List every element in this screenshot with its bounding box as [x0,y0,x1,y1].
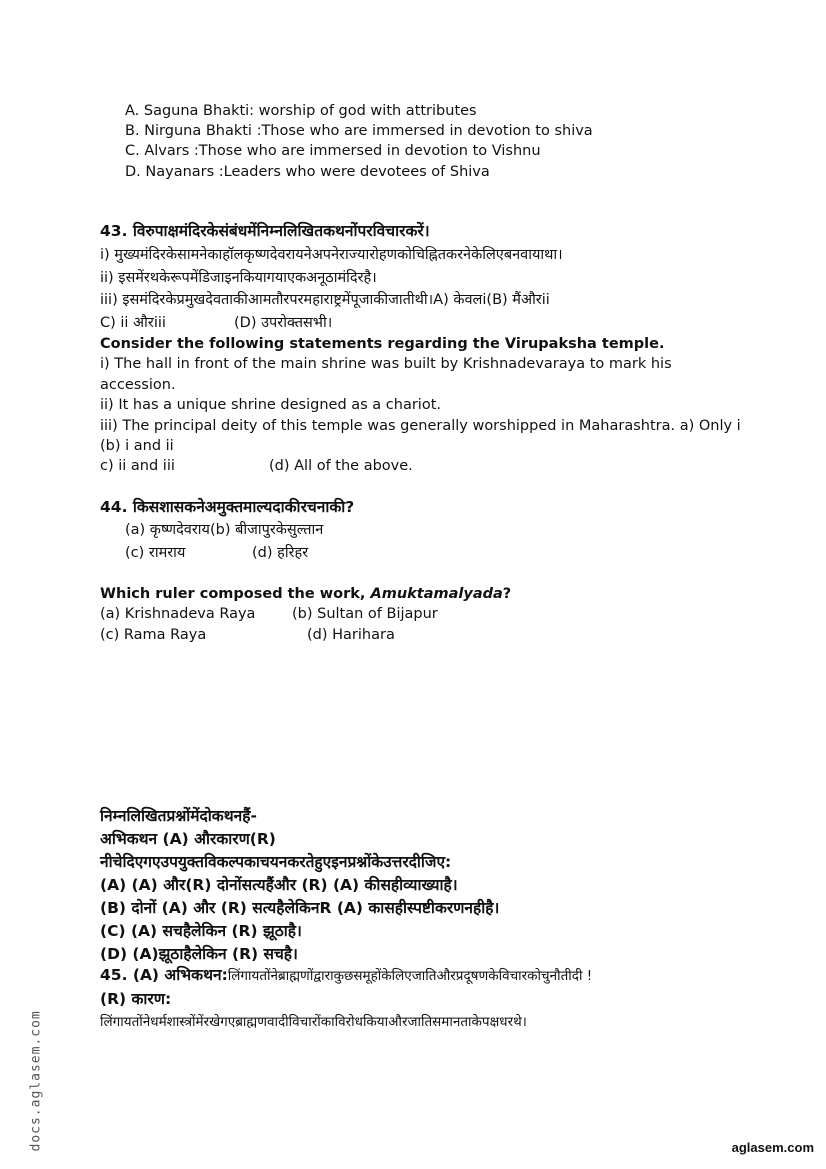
q43-hindi-line-1: i) मुख्यमंदिरकेसामनेकाहॉलकृष्णदेवरायनेअपनेराज्यारोहणकोचिह्नितकरनेकेलिएबनवायाथा। [100,247,563,263]
option-d: D. Nayanars :Leaders who were devotees of Shiva [125,164,490,180]
q43-hindi-line-2: ii) इसमेंरथकेरूपमेंडिजाइनकियागयाएकअनूठामंदिरहै। [100,270,377,286]
q44-english-option-c: (c) Rama Raya [100,627,207,643]
q44-hindi-option-c: (c) रामराय [125,545,186,561]
q44-english-heading-text: Which ruler composed the work, [100,586,371,602]
q43-english-option-b: (b) i and ii [100,438,174,454]
assertion-option-a: (A) (A) और(R) दोनोंसत्यहैंऔर (R) (A) कीसहीव्याख्याहै। [100,876,458,894]
side-watermark: docs.aglasem.com [28,1010,44,1152]
q44-english-option-a: (a) Krishnadeva Raya [100,606,256,622]
q43-english-line-4: iii) The principal deity of this temple was generally worshipped in Maharashtra. a) Only i [100,418,741,434]
q45-assertion [100,965,592,986]
q44-english-heading [100,584,511,604]
assertion-pair-label: अभिकथन (A) औरकारण(R) [100,830,276,848]
q43-english-option-d: (d) All of the above. [269,458,413,474]
option-b: B. Nirguna Bhakti :Those who are immersed in devotion to shiva [125,123,593,139]
q45-label: 45. (A) अभिकथन: [100,966,228,984]
q43-hindi-line-3: iii) इसमंदिरकेप्रमुखदेवताकीआमतौरपरमहाराष्ट्रमेंपूजाकीजातीथी।A) केवलi(B) मैंऔरii [100,292,550,308]
q45-text: लिंगायतोंनेब्राह्मणोंद्वाराकुछसमूहोंकेलिएजातिऔरप्रदूषणकेविचारकोचुनौतीदी ! [227,968,593,984]
footer-site-label: aglasem.com [731,1140,814,1155]
option-a: A. Saguna Bhakti: worship of god with attributes [125,103,477,119]
q43-hindi-option-c: C) ii औरiii [100,315,166,331]
q43-english-line-3: ii) It has a unique shrine designed as a chariot. [100,397,441,413]
option-c: C. Alvars :Those who are immersed in devotion to Vishnu [125,143,541,159]
q44-hindi-heading: 44. किसशासकनेअमुक्तमाल्यदाकीरचनाकी? [100,498,355,516]
q43-hindi-option-d: (D) उपरोक्तसभी। [234,315,333,331]
assertion-option-c: (C) (A) सचहैलेकिन (R) झूठाहै। [100,922,302,940]
q44-hindi-option-ab: (a) कृष्णदेवराय(b) बीजापुरकेसुल्तान [125,522,324,538]
q44-english-heading-work: Amuktamalyada [370,586,503,602]
q43-english-option-c: c) ii and iii [100,458,175,474]
q45-reason-text: लिंगायतोंनेधर्मशास्त्रोंमेंरखेगएब्राह्मणवादीविचारोंकाविरोधकियाऔरजातिसमानताकेपक्षधरथे। [100,1014,527,1030]
q43-english-line-1: i) The hall in front of the main shrine was built by Krishnadevaraya to mark his [100,356,672,372]
q44-english-option-d: (d) Harihara [307,627,395,643]
assertion-option-b: (B) दोनों (A) और (R) सत्यहैलेकिनR (A) कासहीस्पष्टीकरणनहीहै। [100,899,500,917]
q43-english-line-2: accession. [100,377,176,393]
q43-english-heading: Consider the following statements regarding the Virupaksha temple. [100,336,665,352]
assertion-option-d: (D) (A)झूठाहैलेकिन (R) सचहै। [100,945,298,963]
assertion-intro: निम्नलिखितप्रश्नोंमेंदोकथनहैं- [100,807,257,825]
assertion-instruction: नीचेदिएगएउपयुक्तविकल्पकाचयनकरतेहुएइनप्रश्नोंकेउत्तरदीजिए: [100,853,452,871]
q43-hindi-heading: 43. विरुपाक्षमंदिरकेसंबंधमेंनिम्नलिखितकथनोंपरविचारकरें। [100,222,430,240]
q44-hindi-option-d: (d) हरिहर [252,545,309,561]
q44-english-option-b: (b) Sultan of Bijapur [292,606,438,622]
q45-reason-label: (R) कारण: [100,990,172,1008]
q44-english-heading-end: ? [502,586,512,602]
